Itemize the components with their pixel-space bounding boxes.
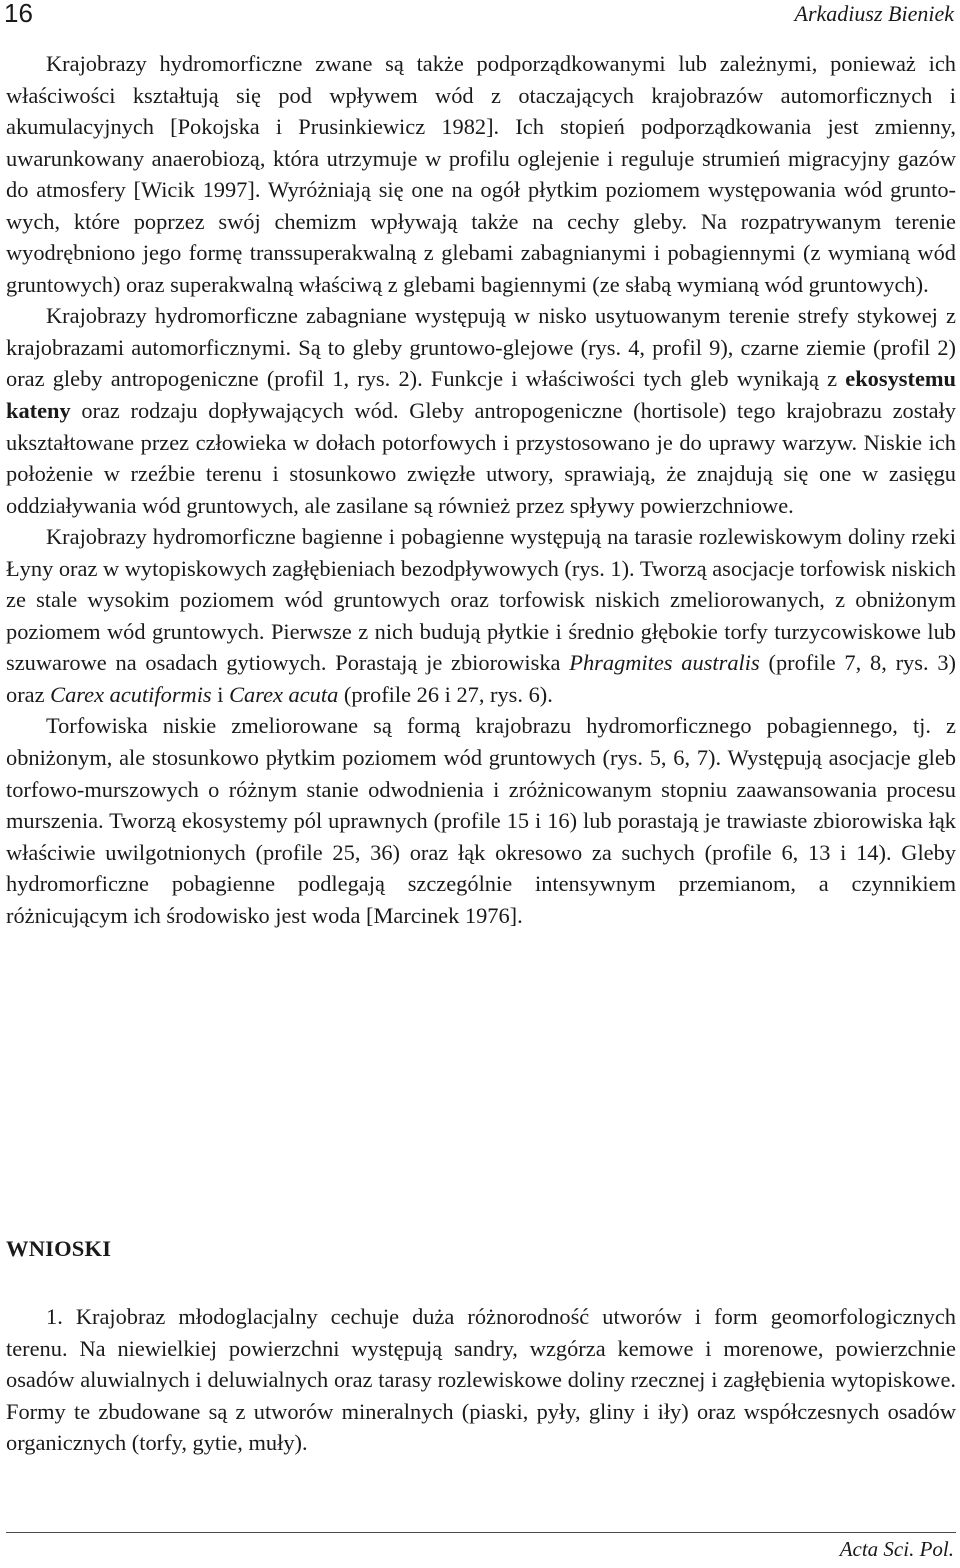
footer-rule [6,1532,956,1533]
text-run: (profile 7, 8, rys. 3) oraz [6,650,956,707]
paragraph [6,521,956,710]
text-run: i [211,681,230,707]
conclusions-list [6,1301,956,1459]
italic-species-name: Carex acutiformis [50,681,212,707]
body-text [6,48,956,931]
conclusion-item: 1. Krajobraz młodoglacjalny cechuje duża różnorodność utworów i form geomorfologicznych terenu. Na niewielkiej powierzchni występują sandry, wzgórza kemowe i morenowe, powierzchnie osadów aluwialnych i deluwialnych oraz tarasy rozlewiskowe doliny rzecznej i zagłębienia wytopiskowe. Formy te zbudowane są z utworów mineralnych (piaski, pyły, gliny i iły) oraz współczesnych osadów organicznych (torfy, gytie, muły). [6,1304,956,1455]
paragraph [6,710,956,931]
italic-species-name: Phragmites australis [569,650,760,676]
page-number: 16 [4,0,33,28]
text-run: Krajobrazy hydromorficzne zwane są także podporządkowanymi lub zależnymi, ponieważ ich właściwości kształtują się pod wpływem wód z otaczających krajobrazów automorficznych i akumulacyjnych [Pokojska i Prusinkiewicz 1982]. Ich stopień podporządkowania jest zmienny, uwarunkowany anaerobiozą, która utrzymuje w profilu oglejenie i reguluje strumień migracyjny gazów do atmosfery [Wicik 1997]. Wyróżniają się one na ogół płytkim poziomem występowania wód gruntowych, które poprzez swój chemizm wpływają także na cechy gleby. Na rozpatrywanym terenie wyodrębniono jego formę transsuperakwalną z glebami zabagnianymi i pobagiennymi (z wymianą wód gruntowych) oraz superakwalną właściwą z glebami bagiennymi (ze słabą wymianą wód gruntowych). [6,51,956,297]
bold-term: ekosystemu kateny [6,366,956,424]
text-run: Krajobrazy hydromorficzne zabagniane występują w nisko usytuowanym terenie strefy stykowej z krajobrazami automorficznymi. Są to gleby gruntowo-glejowe (rys. 4, profil 9), czarne ziemie (profil 2) oraz gleby antropogeniczne (profil 1, rys. 2). Funkcje i właściwości tych gleb wynikają z [6,303,956,392]
text-run: Krajobrazy hydromorficzne bagienne i pobagienne występują na tarasie rozlewiskowym doliny rzeki Łyny oraz w wytopiskowych zagłębieniach bezodpływowych (rys. 1). Tworzą asocjacje torfowisk niskich ze stale wysokim poziomem wód gruntowych oraz torfowisk niskich zmeliorowanych, z obniżonym poziomem wód gruntowych. Pierwsze z nich budują płytkie i średnio głębokie torfy turzycowiskowe lub szuwarowe na osadach gytiowych. Porastają je zbiorowiska [6,524,956,676]
paragraph [6,48,956,300]
section-heading: WNIOSKI [6,1236,112,1261]
italic-species-name: Carex acuta [229,681,339,707]
footer-journal-name: Acta Sci. Pol. [839,1537,954,1561]
text-run: oraz rodzaju dopływających wód. Gleby antropogeniczne (hortisole) tego krajobrazu zostały ukształtowane przez człowieka w dołach potorfowych i przystosowano je do uprawy warzyw. Niskie ich położenie w rzeźbie terenu i stosunkowo zwięzłe utwory, sprawiają, że znajdują się one w zasięgu oddziaływania wód gruntowych, ale zasilane są również przez spływy powierzchniowe. [6,398,956,518]
text-run: Torfowiska niskie zmeliorowane są formą krajobrazu hydromorficznego pobagiennego, tj. z obniżonym, ale stosunkowo płytkim poziomem wód gruntowych (rys. 5, 6, 7). Występują asocjacje gleb torfowo-murszowych o różnym stanie odwodnienia i zróżnicowanym stopniu zaawansowania procesu murszenia. Tworzą ekosystemy pól uprawnych (profile 15 i 16) lub porastają je trawiaste zbiorowiska łąk właściwie uwilgotnionych (profile 25, 36) oraz łąk okresowo za suchych (profile 6, 13 i 14). Gleby hydromorficzne pobagienne podlegają szczególnie intensywnym przemianom, a czynnikiem różnicującym ich środowisko jest woda [Marcinek 1976]. [6,713,956,928]
running-head-author: Arkadiusz Bieniek [794,1,954,26]
text-run: (profile 26 i 27, rys. 6). [338,681,553,707]
paragraph [6,300,956,521]
